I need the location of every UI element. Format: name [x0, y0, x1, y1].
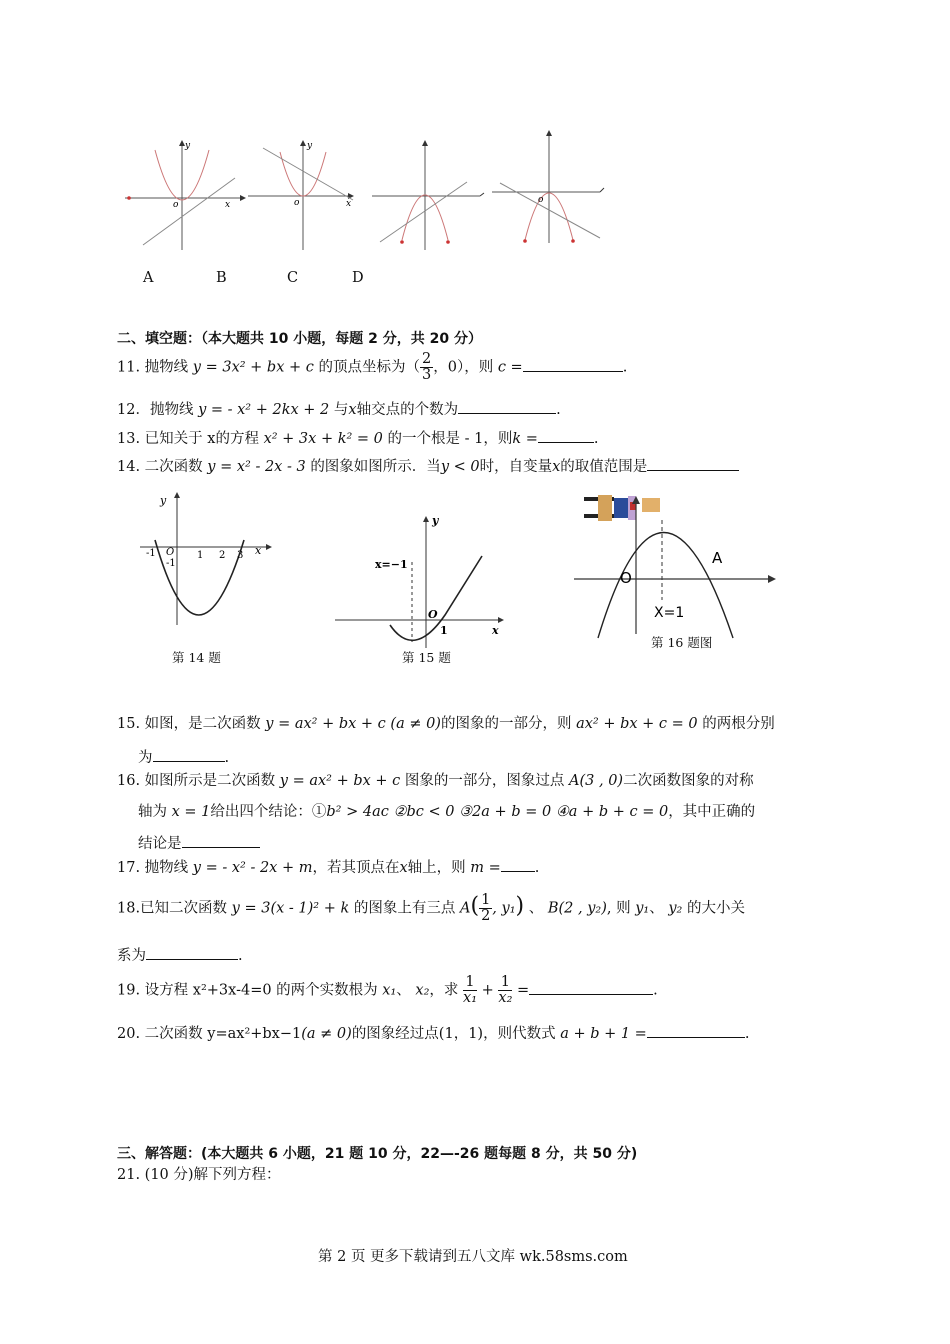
fig14-tick-3: 3: [237, 550, 244, 561]
option-label-b: B: [216, 270, 227, 286]
option-graph-a: [125, 140, 245, 255]
figure-15: [330, 510, 510, 650]
fig14-tick-1: 1: [197, 550, 204, 561]
question-16: 16. 如图所示是二次函数 y = ax² + bx + c 图象的一部分，图象过点 A(3 , 0)二次函数图象的对称: [117, 773, 754, 789]
figure-14-caption: 第 14 题: [172, 650, 221, 665]
fig16-axis-label: X=1: [654, 605, 685, 621]
fig14-x-label: x: [255, 544, 262, 557]
option-label-d: D: [352, 270, 364, 286]
fig15-y-label: y: [432, 514, 439, 527]
option-label-c: C: [287, 270, 299, 286]
section2-heading: 二、填空题：（本大题共 10 小题，每题 2 分，共 20 分）: [117, 331, 482, 347]
question-18-line2: 系为 .: [117, 944, 243, 965]
figure-16-caption: 第 16 题图: [651, 635, 713, 650]
fig14-origin: O: [166, 547, 175, 558]
page-footer: 第 2 页 更多下载请到五八文库 wk.58sms.com: [318, 1249, 628, 1265]
question-20: 20. 二次函数 y=ax²+bx−1(a ≠ 0)的图象经过点(1，1)，则代数式 a + b + 1 = .: [117, 1022, 749, 1043]
fig14-tick-y-neg1: -1: [166, 558, 176, 569]
fig15-x-label: x: [492, 624, 499, 637]
option-graph-d: [492, 128, 612, 248]
fig16-origin: O: [620, 569, 632, 587]
fig16-scan-artifact: [584, 495, 660, 521]
question-13: 13. 已知关于 x的方程 x² + 3x + k² = 0 的一个根是 - 1，则k = .: [117, 427, 599, 448]
fig16-point-a: A: [712, 549, 723, 567]
question-17: 17. 抛物线 y = - x² - 2x + m，若其顶点在x轴上，则 m = .: [117, 856, 539, 877]
svg-text:x: x: [346, 199, 352, 209]
question-12: 12．抛物线 y = - x² + 2kx + 2 与x轴交点的个数为 .: [117, 398, 561, 419]
question-21: 21. (10 分)解下列方程：: [117, 1167, 281, 1183]
question-15: 15. 如图，是二次函数 y = ax² + bx + c (a ≠ 0)的图象的一部分，则 ax² + bx + c = 0 的两根分别: [117, 716, 775, 732]
svg-text:x: x: [225, 200, 231, 210]
option-graph-b: [248, 140, 368, 255]
question-18: 18.已知二次函数 y = 3(x - 1)² + k 的图象上有三点 A( $\frac{1}{2}$ , y₁) 、 B(2 , y₂), 则 y₁、 y₂ 的大小关: [117, 892, 745, 925]
fig15-line-label: x=−1: [375, 558, 408, 571]
question-14: 14. 二次函数 y = x² - 2x - 3 的图象如图所示．当y < 0时，自变量x的取值范围是: [117, 455, 739, 476]
svg-text:o: o: [538, 195, 544, 205]
svg-text:o: o: [173, 200, 179, 210]
figure-15-caption: 第 15 题: [402, 650, 451, 665]
option-graph-c: [372, 140, 492, 255]
figure-16: [570, 492, 790, 642]
fig15-tick-1: 1: [440, 624, 448, 637]
svg-text:y: y: [185, 141, 191, 151]
option-label-a: A: [143, 270, 154, 286]
question-15-line2: 为 .: [138, 746, 229, 767]
svg-text:y: y: [307, 141, 313, 151]
question-19: 19. 设方程 x²+3x-4=0 的两个实数根为 x₁、 x₂，求 $\frac{1}{\text{x₁}}$ + $\frac{1}{\text{x₂}}$ = .: [117, 974, 658, 1007]
question-16-line3: 结论是: [138, 832, 260, 853]
section3-heading: 三、解答题：(本大题共 6 小题，21 题 10 分，22—-26 题每题 8 分，共 50 分): [117, 1146, 638, 1162]
question-16-line2: 轴为 x = 1给出四个结论：①b² > 4ac ②bc < 0 ③2a + b = 0 ④a + b + c = 0，其中正确的: [138, 804, 756, 820]
fig14-tick-neg1: -1: [146, 548, 156, 559]
fig15-origin: O: [428, 608, 438, 621]
figure-14: [140, 490, 280, 630]
svg-text:o: o: [294, 198, 300, 208]
question-11: 11. 抛物线 y = 3x² + bx + c 的顶点坐标为（ $\frac{2}{3}$ ，0），则 c = .: [117, 351, 628, 384]
fig14-tick-2: 2: [219, 550, 226, 561]
fig14-y-label: y: [160, 494, 167, 507]
